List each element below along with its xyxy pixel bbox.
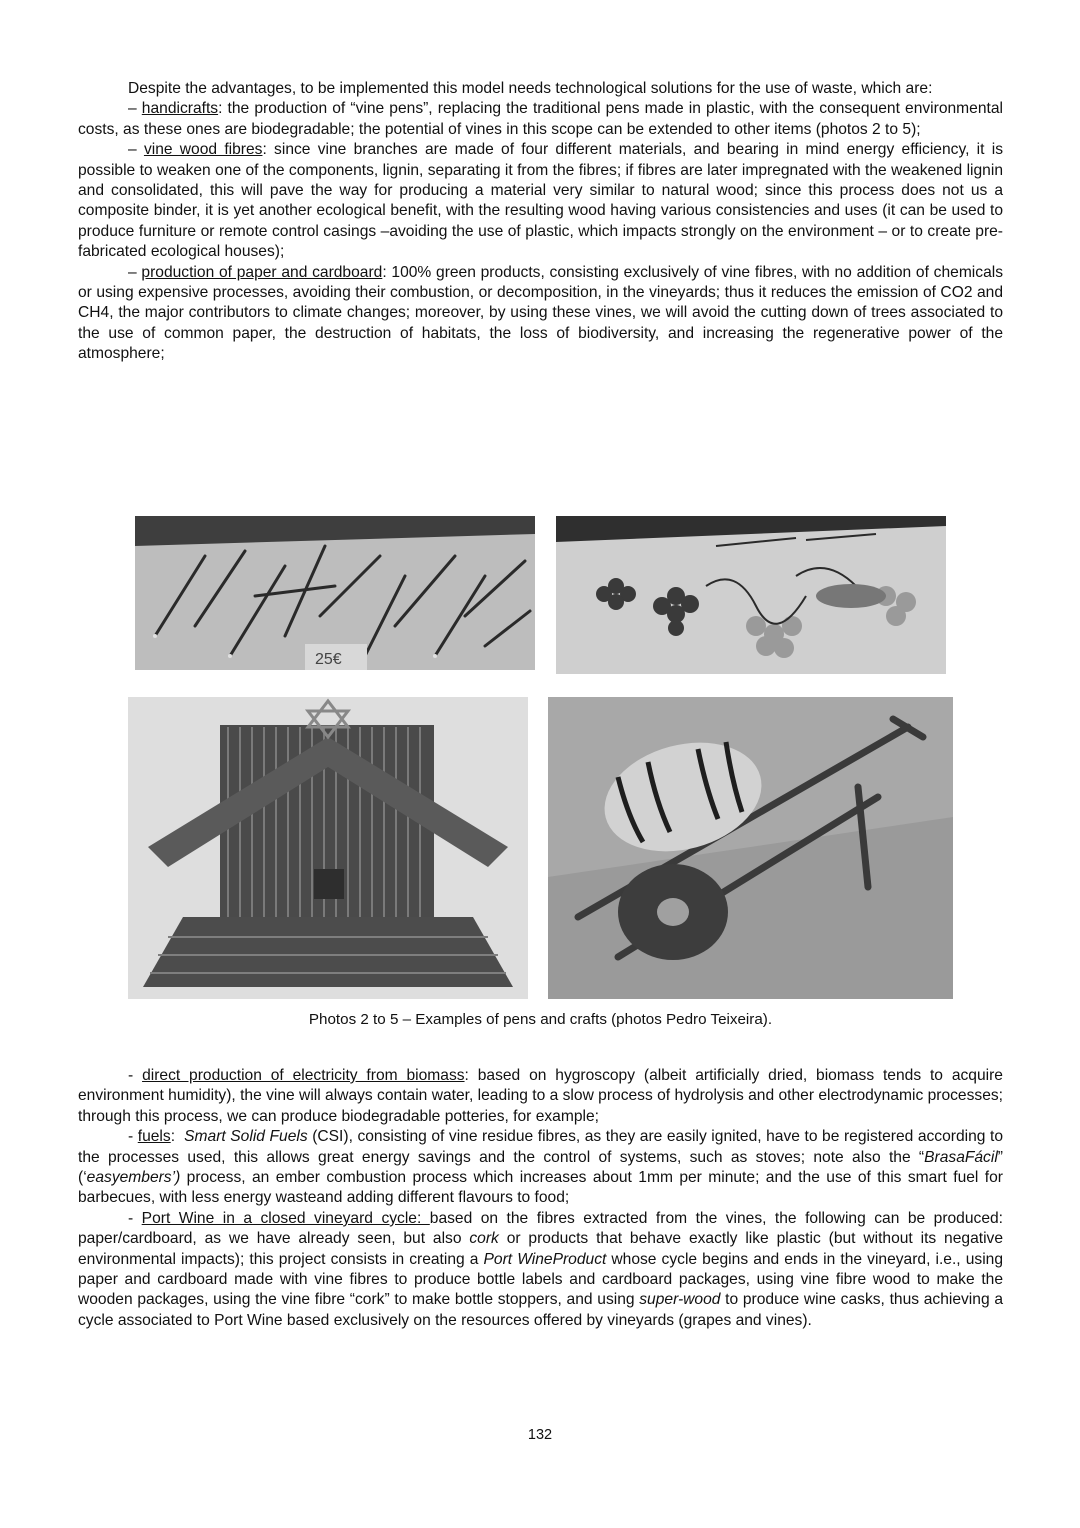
paragraph-fuels: [78, 1127, 1003, 1209]
term-handicrafts: handicrafts: [141, 100, 219, 118]
photo-grape-pendants: [556, 516, 946, 674]
price-tag-text: 25€: [315, 651, 342, 668]
paragraph-paper-cardboard: [78, 263, 1003, 365]
paragraph-electricity-biomass: [78, 1066, 1003, 1127]
page-number: 132: [527, 1427, 553, 1443]
paragraph-port-wine: [78, 1209, 1003, 1331]
bottom-text-block: [78, 1066, 1003, 1331]
term-paper-cardboard: production of paper and cardboard: [141, 263, 383, 281]
paragraph-handicrafts: [78, 99, 1003, 140]
top-text-block: [78, 79, 1003, 365]
term-fuels: fuels: [137, 1128, 171, 1146]
text-segment: ” (‘: [78, 1148, 1003, 1187]
dash: -: [128, 1067, 143, 1084]
text-segment: process, an ember combustion process which increases about 1mm per minute; and the use of this smart fuel for barbecues, with less energy wasteand adding different flavours to food;: [78, 1169, 1003, 1207]
photo-vine-pens: [135, 516, 535, 670]
dash: –: [128, 141, 144, 159]
dash: -: [128, 1128, 138, 1146]
term-electricity-biomass: direct production of electricity from biomass: [142, 1067, 465, 1084]
italic-super-wood: super-wood: [639, 1291, 721, 1309]
text-segment: (CSI), consisting of vine residue fibres, as they are easily ignited, have to be registered according to the processes used, this allows great energy savings and the control of systems, such as stoves; note also the “: [78, 1128, 1004, 1166]
italic-smart-solid-fuels: Smart Solid Fuels: [184, 1128, 308, 1146]
text-segment: to produce wine casks, thus achieving a cycle associated to Port Wine based exclusively on the resources offered by vineyards (grapes and vines).: [78, 1291, 1003, 1329]
text-segment: whose cycle begins and ends in the vineyard, i.e., using paper and cardboard made with vine fibres to produce bottle labels and cardboard packages, using vine fibre wood to make the wooden packages, using the vine fibre “cork” to make bottle stoppers, and using: [78, 1250, 1003, 1309]
italic-brasafacil: BrasaFácil: [924, 1148, 998, 1166]
photo-barrel-cart: [548, 697, 953, 999]
paragraph-body: : the production of “vine pens”, replacing the traditional pens made in plastic, with the consequent environmental costs, as these ones are biodegradable; the potential of vines in this scope can be extended to other items (photos 2 to 5);: [78, 100, 1003, 138]
photo-nativity-scene: [128, 697, 528, 999]
paragraph-body: : 100% green products, consisting exclusively of vine fibres, with no addition of chemicals or using expensive processes, avoiding their combustion, or decomposition, in the vineyards; thus it reduces the emission of CO2 and CH4, the major contributors to climate changes; moreover, by using these vines, we will avoid the cutting down of trees associated to the use of common paper, the destruction of habitats, the loss of biodiversity, and increasing the regenerative power of the atmosphere;: [78, 263, 1004, 363]
paragraph-body: : based on hygroscopy (albeit artificially dried, biomass tends to acquire environment humidity), the vine will always contain water, leading to a slow process of hydrolysis and other electrodynamic processes; through this process, we can produce biodegradable potteries, for example;: [78, 1067, 1003, 1125]
dash: –: [128, 100, 142, 118]
text-segment: :: [170, 1128, 185, 1146]
italic-port-wine-product: Port WineProduct: [483, 1250, 607, 1268]
dash: –: [128, 263, 142, 281]
paragraph-intro: Despite the advantages, to be implemented this model needs technological solutions for the use of waste, which are:: [128, 80, 933, 97]
term-port-wine: Port Wine in a closed vineyard cycle:: [141, 1209, 430, 1227]
text-segment: based on the fibres extracted from the vines, the following can be produced: paper/cardboard, as we have already seen, but also: [78, 1209, 1004, 1248]
text-segment: or products that behave exactly like plastic (but without its negative environmental impacts); this project consists in creating a: [78, 1230, 1004, 1268]
italic-easyembers: easyembers’): [86, 1169, 181, 1187]
italic-cork: cork: [469, 1230, 499, 1248]
figure-caption: Photos 2 to 5 – Examples of pens and crafts (photos Pedro Teixeira).: [308, 1011, 773, 1028]
paragraph-vine-wood-fibres: [78, 140, 1003, 262]
term-vine-wood-fibres: vine wood fibres: [143, 141, 263, 159]
dash: -: [128, 1209, 142, 1227]
paragraph-body: : since vine branches are made of four different materials, and bearing in mind energy efficiency, it is possible to weaken one of the components, lignin, separating it from the fibres; if fibres are later impregnated with the weakened lignin and consolidated, this will pave the way for producing a material very similar to natural wood; since this process does not us a composite binder, it is yet another ecological benefit, with the resulting wood having various consistencies and uses (it can be used to produce furniture or remote control casings –avoiding the use of plastic, which impacts strongly on the environment – or to create pre-fabricated ecological houses);: [78, 141, 1003, 261]
